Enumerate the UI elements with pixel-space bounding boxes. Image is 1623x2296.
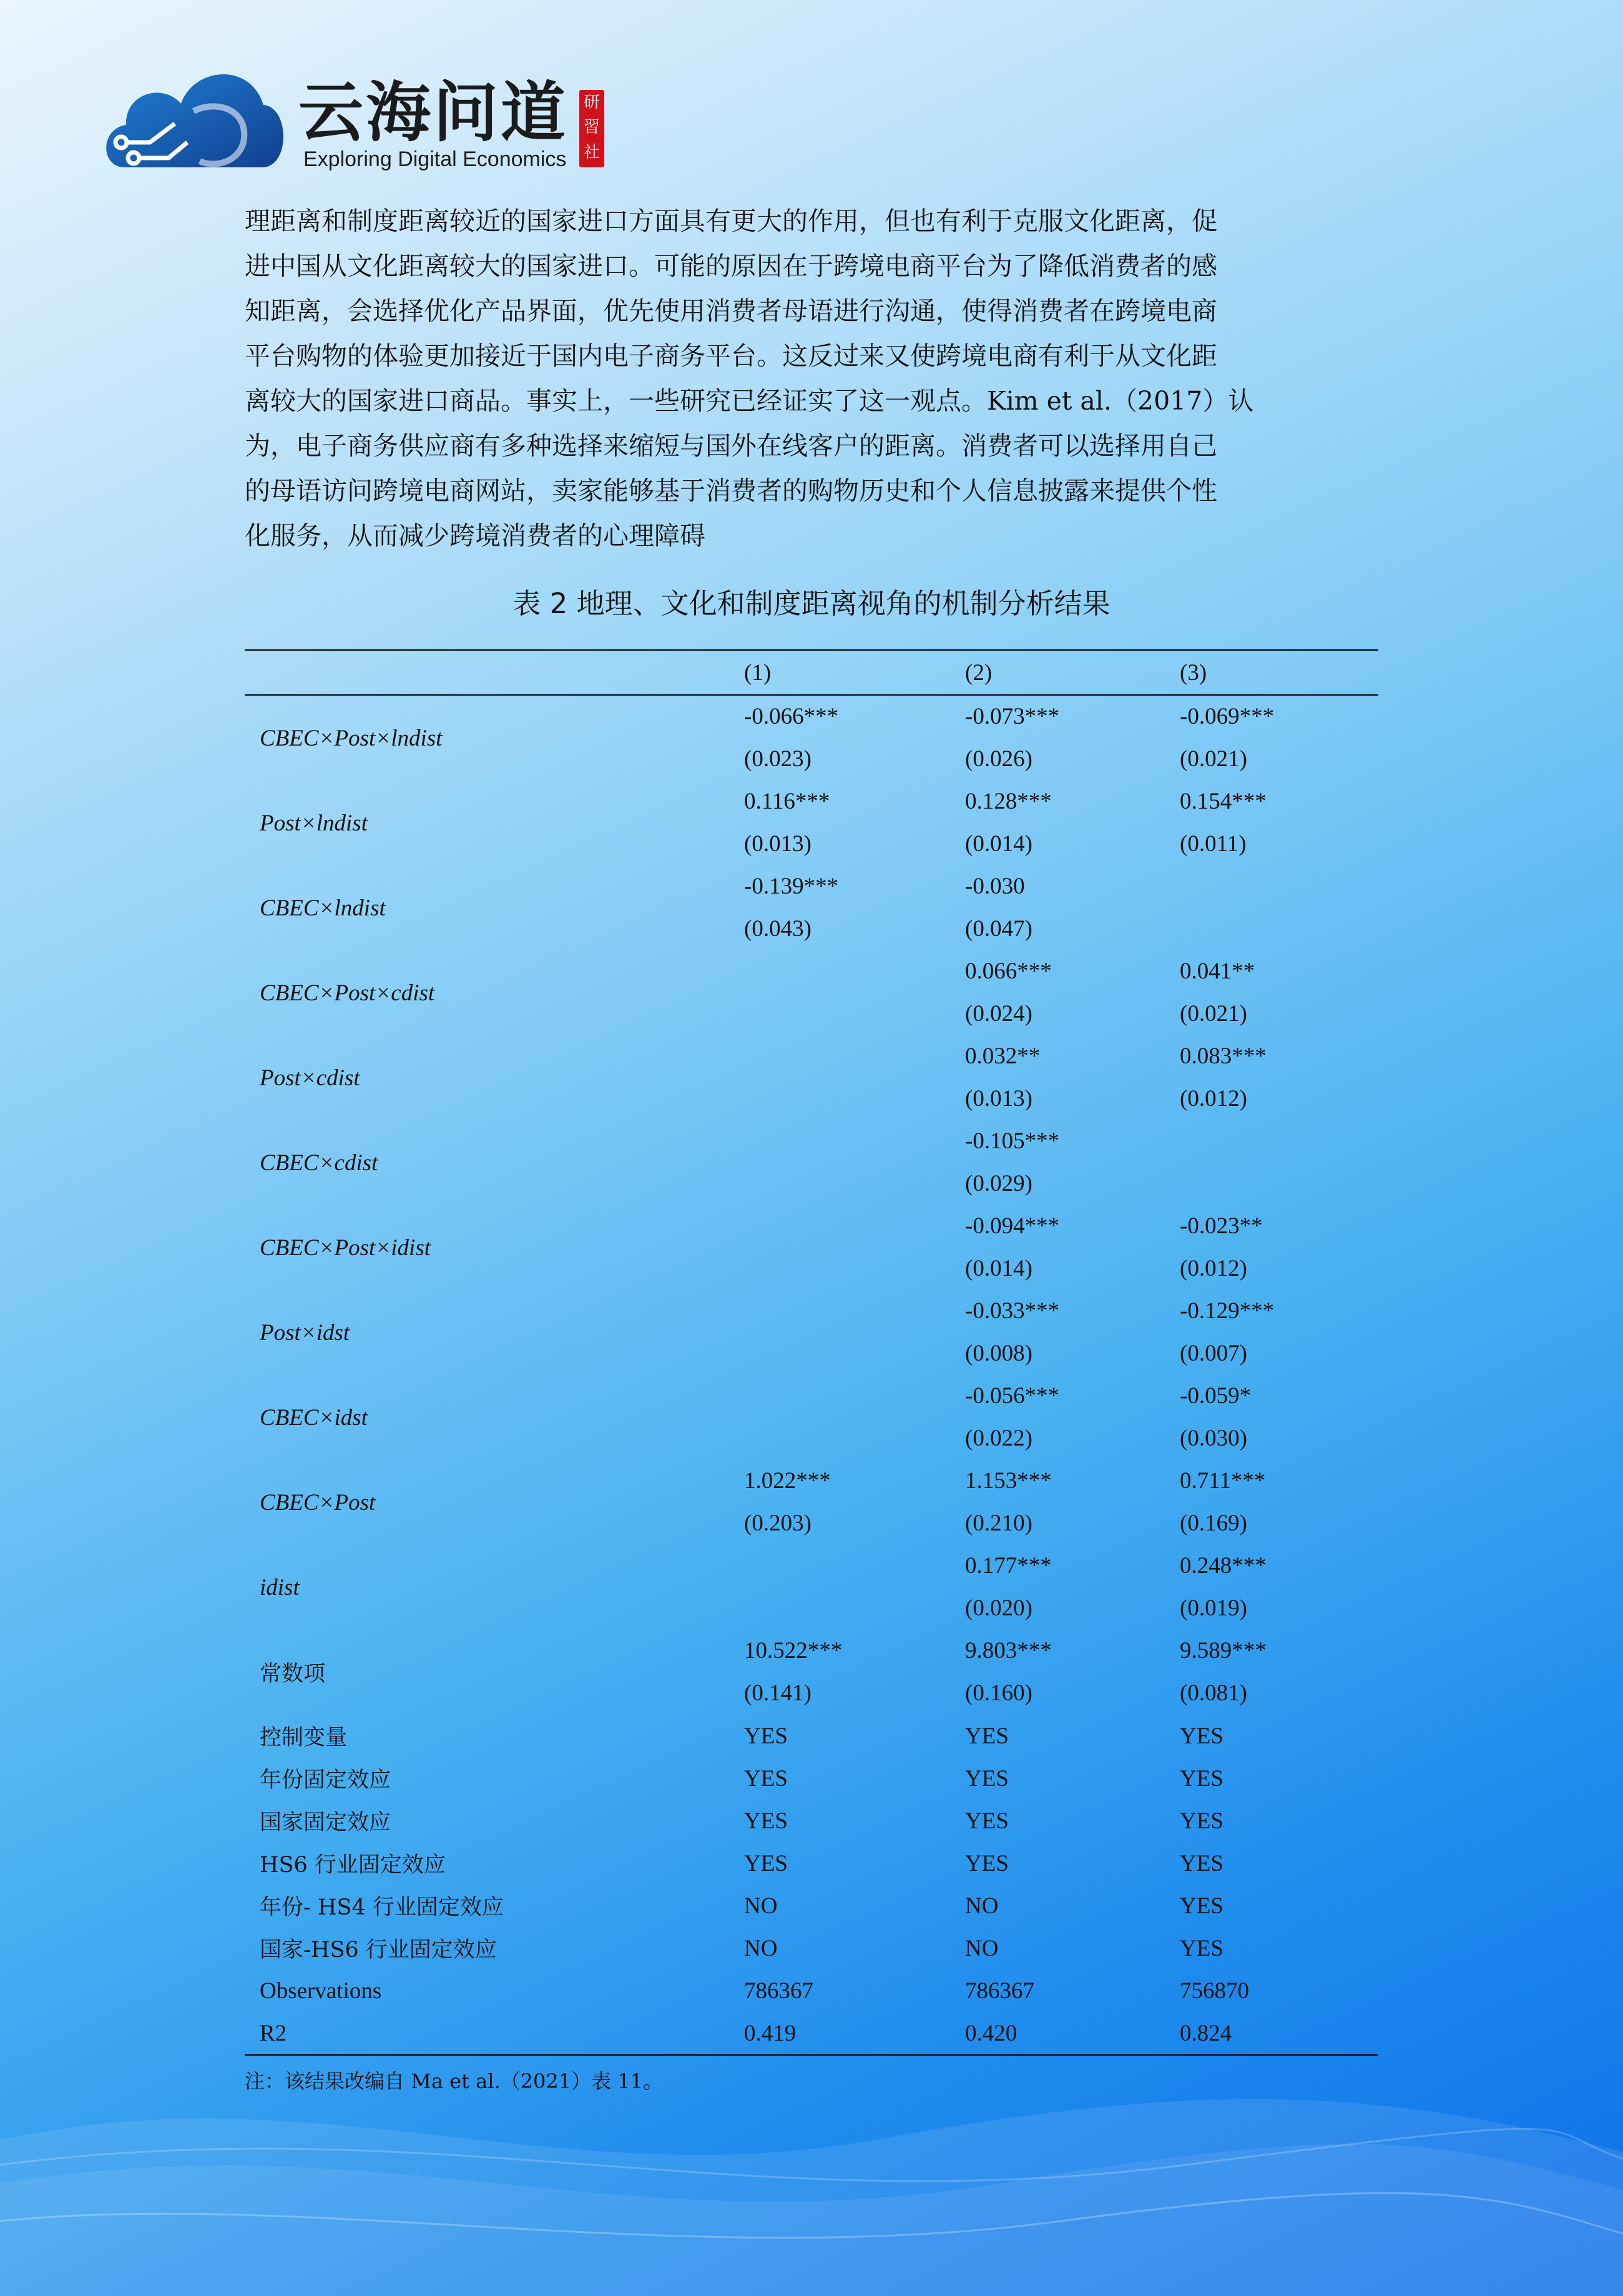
std-error: (0.014) [965,1256,1032,1281]
variable-label [245,1290,729,1375]
coefficient: 10.522*** [744,1638,843,1663]
coefficient: -0.129*** [1180,1298,1275,1324]
std-error: (0.160) [965,1680,1032,1706]
value-cell: YES [965,1808,1009,1834]
variable-label-text: CBEC×Post×cdist [260,980,435,1006]
paragraph-line: 知距离，会选择优化产品界面，优先使用消费者母语进行沟通，使得消费者在跨境电商 [245,296,1217,326]
paragraph-line: 化服务，从而减少跨境消费者的心理障碍 [245,521,705,551]
estimate-cell [1165,1205,1378,1290]
estimate-cell [1165,950,1378,1035]
table-row [245,950,1378,1035]
value-cell: YES [1180,1765,1223,1791]
seal-char: 社 [583,143,600,162]
coefficient: 0.711*** [1180,1468,1266,1494]
coefficient: -0.094*** [965,1213,1060,1239]
value-cell: YES [744,1723,788,1749]
std-error: (0.007) [1180,1341,1247,1366]
row-label: HS6 行业固定效应 [260,1853,446,1878]
std-error: (0.023) [744,746,812,772]
table-caption: 表 2 地理、文化和制度距离视角的机制分析结果 [512,587,1111,620]
std-error: (0.014) [965,831,1032,857]
estimate-cell [1165,695,1378,781]
variable-label [245,865,729,950]
estimate-cell [729,781,950,865]
table-row [245,1460,1378,1545]
estimate-cell [950,1375,1165,1460]
estimate-cell [950,1290,1165,1375]
row-label: 国家-HS6 行业固定效应 [260,1938,497,1963]
std-error: (0.029) [965,1171,1032,1196]
coefficient: 0.116*** [744,789,830,814]
coefficient: 9.589*** [1180,1638,1267,1663]
variable-label [245,695,729,781]
coefficient: 1.022*** [744,1468,831,1494]
estimate-cell [729,950,950,1035]
variable-label [245,1035,729,1120]
row-label: R2 [245,2012,729,2055]
variable-label-text: CBEC×lndist [260,895,386,921]
variable-label-text: Post×idst [260,1319,350,1346]
coefficient: 0.066*** [965,958,1052,984]
table-row [245,695,1378,781]
seal-char: 習 [583,118,600,137]
std-error: (0.012) [1180,1256,1247,1281]
row-label: 控制变量 [260,1725,348,1750]
variable-label [245,1205,729,1290]
value-cell: NO [965,1893,999,1919]
std-error: (0.081) [1180,1680,1247,1706]
value-cell: NO [744,1935,778,1961]
estimate-cell [950,1035,1165,1120]
table-row [245,1035,1378,1120]
coefficient: -0.105*** [965,1128,1060,1154]
coefficient: -0.069*** [1180,704,1275,729]
value-cell: YES [744,1850,788,1876]
paragraph-line: 为，电子商务供应商有多种选择来缩短与国外在线客户的距离。消费者可以选择用自己 [245,431,1217,461]
table-row [245,1927,1378,1969]
coefficient: 1.153*** [965,1468,1052,1494]
variable-label [245,781,729,865]
variable-label [245,1545,729,1630]
table-row [245,1800,1378,1842]
estimate-cell [729,1375,950,1460]
variable-label-text: CBEC×idst [260,1404,368,1431]
row-label: Observations [260,1978,382,2004]
estimate-cell [950,950,1165,1035]
variable-label-text: 常数项 [260,1662,326,1687]
variable-label [245,950,729,1035]
value-cell: YES [965,1850,1009,1876]
coefficient: -0.066*** [744,704,839,729]
std-error: (0.047) [965,916,1032,942]
estimate-cell [729,1545,950,1630]
value-cell: 0.824 [1165,2012,1378,2055]
estimate-cell [1165,1630,1378,1715]
std-error: (0.043) [744,916,812,942]
estimate-cell [729,1205,950,1290]
coefficient: 0.083*** [1180,1043,1267,1069]
std-error: (0.019) [1180,1595,1247,1621]
std-error: (0.024) [965,1001,1032,1027]
results-table [245,649,1378,2056]
variable-label-text: idist [260,1574,300,1600]
table-row [245,781,1378,865]
estimate-cell [729,1290,950,1375]
cloud-circuit-icon [100,55,287,180]
row-label: 年份固定效应 [260,1768,391,1793]
value-cell: NO [744,1893,778,1919]
estimate-cell [950,1545,1165,1630]
coefficient: 9.803*** [965,1638,1052,1663]
variable-label-text: CBEC×Post×idist [260,1234,431,1261]
std-error: (0.008) [965,1341,1032,1366]
std-error: (0.012) [1180,1086,1247,1111]
coefficient: 0.032** [965,1043,1041,1069]
variable-label [245,1460,729,1545]
std-error: (0.026) [965,746,1032,772]
estimate-cell [1165,1290,1378,1375]
table-row [245,1205,1378,1290]
std-error: (0.203) [744,1510,812,1536]
estimate-cell [1165,781,1378,865]
table-header-row [245,650,1378,695]
header-cell: (3) [1165,650,1378,695]
estimate-cell [950,1460,1165,1545]
value-cell: YES [1180,1850,1223,1876]
header-cell: (2) [950,650,1165,695]
table-note: 注：该结果改编自 Ma et al.（2021）表 11。 [245,2069,663,2093]
value-cell: YES [965,1723,1009,1749]
paragraph-line: 平台购物的体验更加接近于国内电子商务平台。这反过来又使跨境电商有利于从文化距 [245,341,1217,371]
estimate-cell [950,1205,1165,1290]
variable-label [245,1630,729,1715]
coefficient: -0.139*** [744,874,839,899]
logo-chinese-text: 云海问道 [298,74,569,150]
table-row [245,1969,1378,2012]
estimate-cell [1165,1545,1378,1630]
estimate-cell [950,695,1165,781]
coefficient: 0.041** [1180,958,1255,984]
estimate-cell [729,1120,950,1205]
red-seal-stamp [579,90,604,167]
paragraph-line: 进中国从文化距离较大的国家进口。可能的原因在于跨境电商平台为了降低消费者的感 [245,251,1217,281]
table-row [245,1885,1378,1927]
std-error: (0.013) [965,1086,1032,1111]
header-cell [245,650,729,695]
value-cell: 786367 [965,1978,1034,2004]
coefficient: 0.248*** [1180,1553,1267,1579]
estimate-cell [1165,1120,1378,1205]
seal-char: 研 [583,93,600,112]
variable-label-text: Post×lndist [260,810,368,836]
coefficient: 0.177*** [965,1553,1052,1579]
std-error: (0.013) [744,831,812,857]
std-error: (0.021) [1180,1001,1247,1027]
estimate-cell [950,781,1165,865]
header-cell: (1) [729,650,950,695]
variable-label [245,1375,729,1460]
std-error: (0.169) [1180,1510,1247,1536]
coefficient: -0.030 [965,874,1025,899]
std-error: (0.020) [965,1595,1032,1621]
table-row [245,1715,1378,1757]
std-error: (0.030) [1180,1426,1247,1451]
value-cell: 756870 [1180,1978,1249,2004]
coefficient: 0.128*** [965,789,1052,814]
row-label: 年份- HS4 行业固定效应 [260,1895,504,1920]
table-row [245,1757,1378,1800]
coefficient: -0.023** [1180,1213,1263,1239]
value-cell: YES [1180,1935,1223,1961]
std-error: (0.210) [965,1510,1032,1536]
table-row [245,1545,1378,1630]
variable-label-text: CBEC×Post×lndist [260,725,443,751]
std-error: (0.021) [1180,746,1247,772]
variable-label-text: CBEC×cdist [260,1150,378,1176]
body-paragraph [245,199,1378,558]
row-label: 国家固定效应 [260,1810,391,1835]
estimate-cell [950,1120,1165,1205]
value-cell: 786367 [744,1978,813,2004]
table-row [245,1630,1378,1715]
estimate-cell [1165,1035,1378,1120]
table-row [245,865,1378,950]
coefficient: -0.056*** [965,1383,1060,1409]
estimate-cell [950,1630,1165,1715]
table-row [245,1375,1378,1460]
value-cell: 0.419 [729,2012,950,2055]
value-cell: YES [1180,1893,1223,1919]
value-cell: NO [965,1935,999,1961]
estimate-cell [729,1630,950,1715]
std-error: (0.022) [965,1426,1032,1451]
table-row [245,1120,1378,1205]
decorative-waves [0,2034,1623,2296]
table-row [245,1290,1378,1375]
variable-label-text: Post×cdist [260,1065,360,1091]
variable-label-text: CBEC×Post [260,1489,376,1515]
table-row [245,2012,1378,2055]
estimate-cell [729,865,950,950]
value-cell: 0.420 [950,2012,1165,2055]
paragraph-line: 理距离和制度距离较近的国家进口方面具有更大的作用，但也有利于克服文化距离，促 [245,206,1217,236]
value-cell: YES [744,1765,788,1791]
estimate-cell [1165,1460,1378,1545]
estimate-cell [729,1460,950,1545]
coefficient: 0.154*** [1180,789,1267,814]
value-cell: YES [1180,1723,1223,1749]
logo-english-text: Exploring Digital Economics [303,147,567,171]
estimate-cell [729,1035,950,1120]
coefficient: -0.059* [1180,1383,1252,1409]
paragraph-line: 的母语访问跨境电商网站，卖家能够基于消费者的购物历史和个人信息披露来提供个性 [245,476,1217,506]
std-error: (0.141) [744,1680,812,1706]
paragraph-line: 离较大的国家进口商品。事实上，一些研究已经证实了这一观点。Kim et al.（2017）认 [245,386,1254,416]
coefficient: -0.073*** [965,704,1060,729]
estimate-cell [950,865,1165,950]
variable-label [245,1120,729,1205]
table-row [245,1842,1378,1885]
value-cell: YES [965,1765,1009,1791]
estimate-cell [1165,1375,1378,1460]
coefficient: -0.033*** [965,1298,1060,1324]
std-error: (0.011) [1180,831,1247,857]
estimate-cell [1165,865,1378,950]
value-cell: YES [744,1808,788,1834]
brand-logo [100,55,612,180]
value-cell: YES [1180,1808,1223,1834]
estimate-cell [729,695,950,781]
